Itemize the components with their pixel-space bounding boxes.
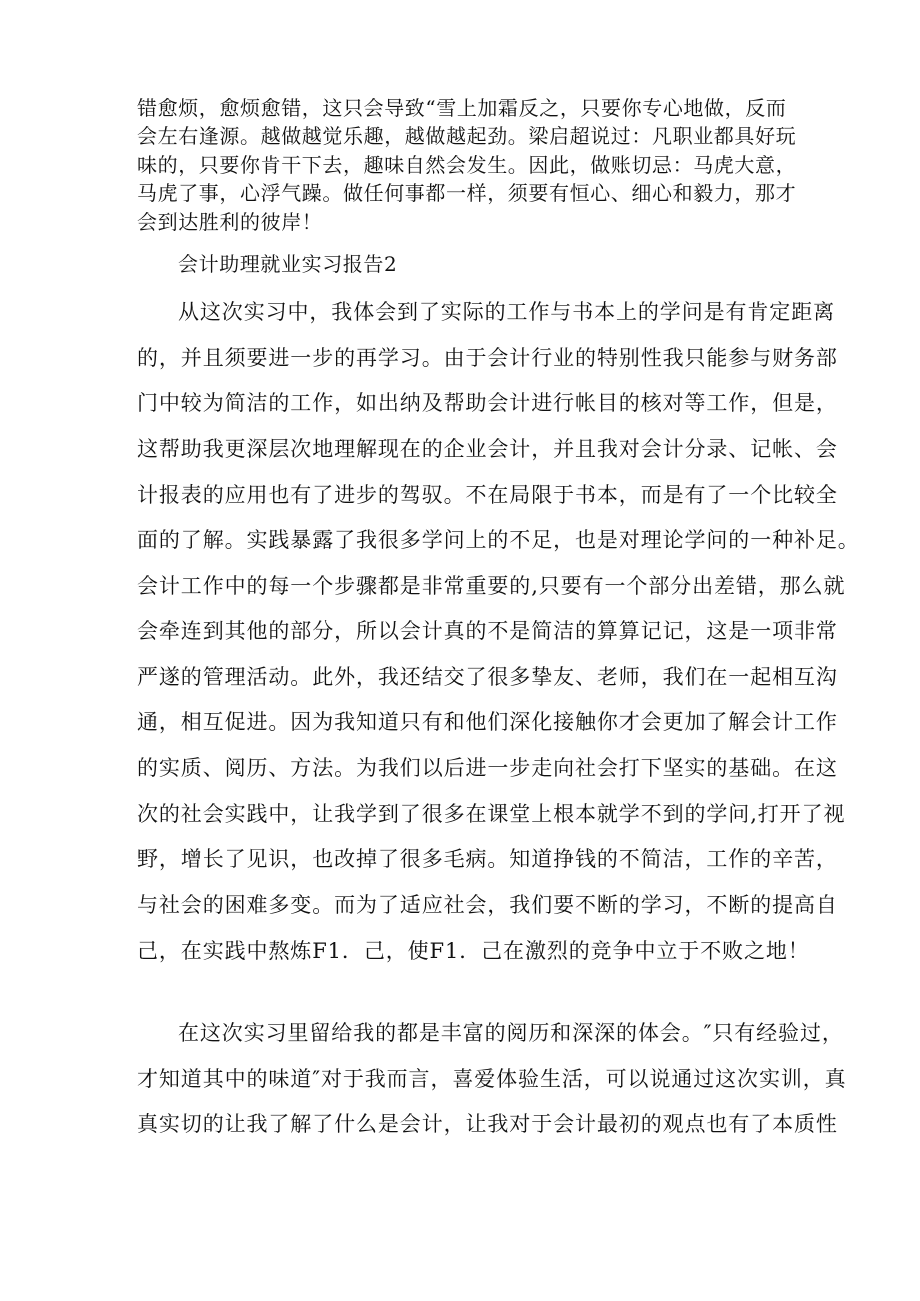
text-line: 门中较为简洁的工作，如出纳及帮助会计进行帐目的核对等工作，但是， xyxy=(137,391,838,415)
text-line: 的，并且须要进一步的再学习。由于会计行业的特别性我只能参与财务部 xyxy=(137,346,838,370)
text-line: 在这次实习里留给我的都是丰富的阅历和深深的体会。″只有经验过， xyxy=(178,1021,844,1045)
text-line: 次的社会实践中，让我学到了很多在课堂上根本就学不到的学问,打开了视 xyxy=(137,802,846,826)
text-line: 会左右逢源。越做越觉乐趣，越做越起劲。梁启超说过：凡职业都具好玩 xyxy=(137,124,797,149)
text-line: 真实切的让我了解了什么是会计，让我对于会计最初的观点也有了本质性 xyxy=(137,1112,838,1136)
text-line: 会到达胜利的彼岸！ xyxy=(137,209,323,234)
paragraph-intro-continuation xyxy=(137,94,797,236)
text-line: 这帮助我更深层次地理解现在的企业会计，并且我对会计分录、记帐、会 xyxy=(137,437,838,461)
text-line: 严遂的管理活动。此外，我还结交了很多挚友、老师，我们在一起相互沟 xyxy=(137,665,838,689)
text-line: 会牵连到其他的部分，所以会计真的不是简洁的算算记记，这是一项非常 xyxy=(137,619,838,643)
section-heading: 会计助理就业实习报告2 xyxy=(178,252,398,276)
text-line: 味的，只要你肯干下去，趣味自然会发生。因此，做账切忌：马虎大意， xyxy=(137,152,797,177)
text-line: 面的了解。实践暴露了我很多学问上的不足，也是对理论学问的一种补足。 xyxy=(137,528,860,552)
text-line: 野，增长了见识，也改掉了很多毛病。知道挣钱的不简洁，工作的辛苦， xyxy=(137,847,838,871)
text-line: 错愈烦，愈烦愈错，这只会导致“雪上加霜反之，只要你专心地做，反而 xyxy=(137,96,787,120)
text-line: 会计工作中的每一个步骤都是非常重要的,只要有一个部分出差错，那么就 xyxy=(137,574,846,598)
text-line: 计报表的应用也有了进步的驾驭。不在局限于书本，而是有了一个比较全 xyxy=(137,483,838,507)
text-line: 的实质、阅历、方法。为我们以后进一步走向社会打下坚实的基础。在这 xyxy=(137,756,838,780)
text-line: 马虎了事，心浮气躁。做任何事都一样，须要有恒心、细心和毅力，那才 xyxy=(137,181,797,206)
text-line: 与社会的困难多变。而为了适应社会，我们要不断的学习，不断的提高自 xyxy=(137,893,838,917)
text-line: 己，在实践中熬炼F1．己，使F1．己在激烈的竞争中立于不败之地！ xyxy=(137,939,810,963)
text-line: 通，相互促进。因为我知道只有和他们深化接触你才会更加了解会计工作 xyxy=(137,710,838,734)
text-line: 从这次实习中，我体会到了实际的工作与书本上的学问是有肯定距离 xyxy=(178,300,835,324)
text-line: 才知道其中的味道″对于我而言，喜爱体验生活，可以说通过这次实训，真 xyxy=(137,1067,847,1091)
